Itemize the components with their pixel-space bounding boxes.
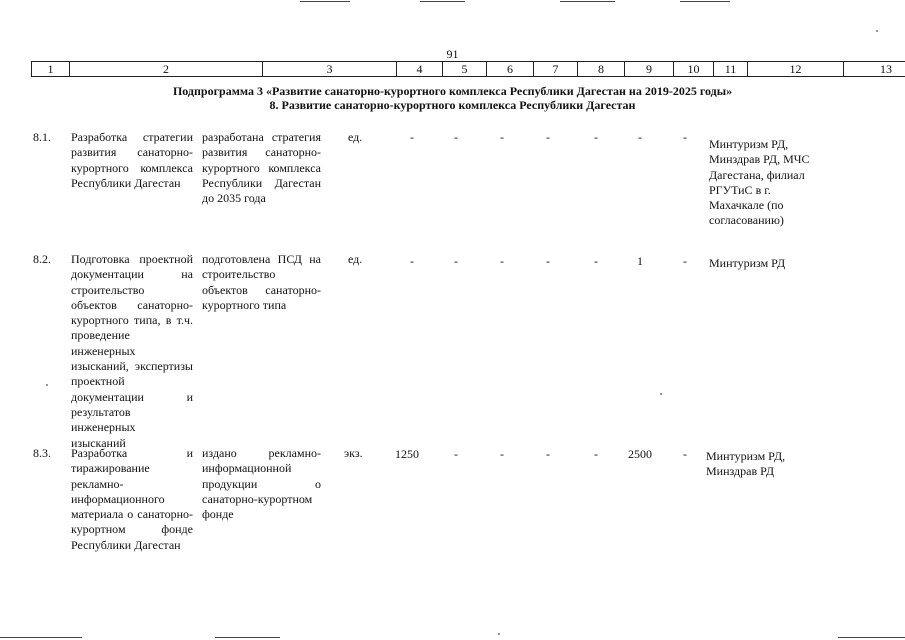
value-2020: - (454, 254, 458, 268)
value-2019: - (410, 130, 414, 144)
value-2020: - (454, 130, 458, 144)
value-2025: - (683, 447, 687, 461)
header-col-12: 12 (748, 62, 844, 77)
header-col-7: 7 (534, 62, 578, 77)
value-2020: - (454, 447, 458, 461)
scan-artifact-dot (660, 393, 662, 395)
page-number: 91 (446, 47, 459, 61)
scan-artifact-line (680, 1, 730, 2)
executor-text: Минтуризм РД, Минздрав РД (706, 449, 786, 479)
executor-text: Минтуризм РД (709, 256, 786, 270)
row-number: 8.1. (33, 130, 51, 144)
subprogram-title: Подпрограмма 3 «Развитие санаторно-курортного комплекса Республики Дагестан на 2019-2025 годы» (172, 84, 733, 98)
header-col-11: 11 (714, 62, 748, 77)
header-col-3: 3 (263, 62, 397, 77)
value-2022: - (546, 447, 550, 461)
action-text: Подготовка проектной документации на строительство объектов санаторно-курортного типа, в т.ч. проведение инженерных изысканий, экспертизы проектной документации и результатов инженерных изысканий (71, 252, 193, 450)
scan-artifact-dot (498, 633, 500, 635)
unit-text: ед. (348, 130, 363, 144)
value-2024: - (638, 130, 642, 144)
header-col-13: 13 (844, 62, 905, 77)
executor-text: Минтуризм РД, Минздрав РД, МЧС Дагестана, филиал РГУТиС в г. Махачкале (по согласованию) (709, 137, 810, 228)
value-2019: 1250 (395, 447, 419, 461)
scan-artifact-line (560, 1, 615, 2)
scan-artifact-line (215, 637, 280, 638)
column-number-header (31, 61, 905, 77)
value-2025: - (683, 130, 687, 144)
unit-text: экз. (344, 446, 363, 460)
row-number: 8.2. (33, 252, 51, 266)
header-col-1: 1 (32, 62, 70, 77)
scan-artifact-line (300, 1, 350, 2)
result-text: разработана стратегия развития санаторно-курортного комплекса Республики Дагестан до 2035 года (202, 130, 321, 206)
value-2024: 2500 (628, 447, 652, 461)
value-2022: - (546, 254, 550, 268)
header-col-6: 6 (487, 62, 534, 77)
header-col-4: 4 (397, 62, 443, 77)
header-col-8: 8 (578, 62, 625, 77)
value-2022: - (546, 130, 550, 144)
value-2023: - (594, 447, 598, 461)
scan-artifact-line (838, 637, 905, 638)
result-text: издано рекламно-информационной продукции о санаторно-курортном фонде (202, 446, 321, 522)
value-2023: - (594, 130, 598, 144)
scan-artifact-line (420, 1, 465, 2)
value-2025: - (683, 254, 687, 268)
value-2021: - (500, 130, 504, 144)
value-2023: - (594, 254, 598, 268)
action-text: Разработка и тиражирование рекламно-информационного материала о санаторно-курортном фонде Республики Дагестан (71, 446, 193, 552)
value-2019: - (410, 254, 414, 268)
section-title: 8. Развитие санаторно-курортного комплекса Республики Дагестан (269, 98, 636, 112)
header-col-10: 10 (674, 62, 714, 77)
unit-text: ед. (348, 252, 363, 266)
scan-artifact-dot (46, 384, 48, 386)
value-2021: - (500, 254, 504, 268)
value-2021: - (500, 447, 504, 461)
header-col-5: 5 (443, 62, 487, 77)
header-col-9: 9 (625, 62, 674, 77)
row-number: 8.3. (33, 446, 51, 460)
scan-artifact-line (0, 637, 82, 638)
header-col-2: 2 (70, 62, 263, 77)
scan-artifact-dot (876, 30, 878, 32)
action-text: Разработка стратегии развития санаторно-курортного комплекса Республики Дагестан (71, 130, 193, 190)
value-2024: 1 (637, 254, 643, 268)
result-text: подготовлена ПСД на строительство объектов санаторно-курортного типа (202, 252, 321, 312)
